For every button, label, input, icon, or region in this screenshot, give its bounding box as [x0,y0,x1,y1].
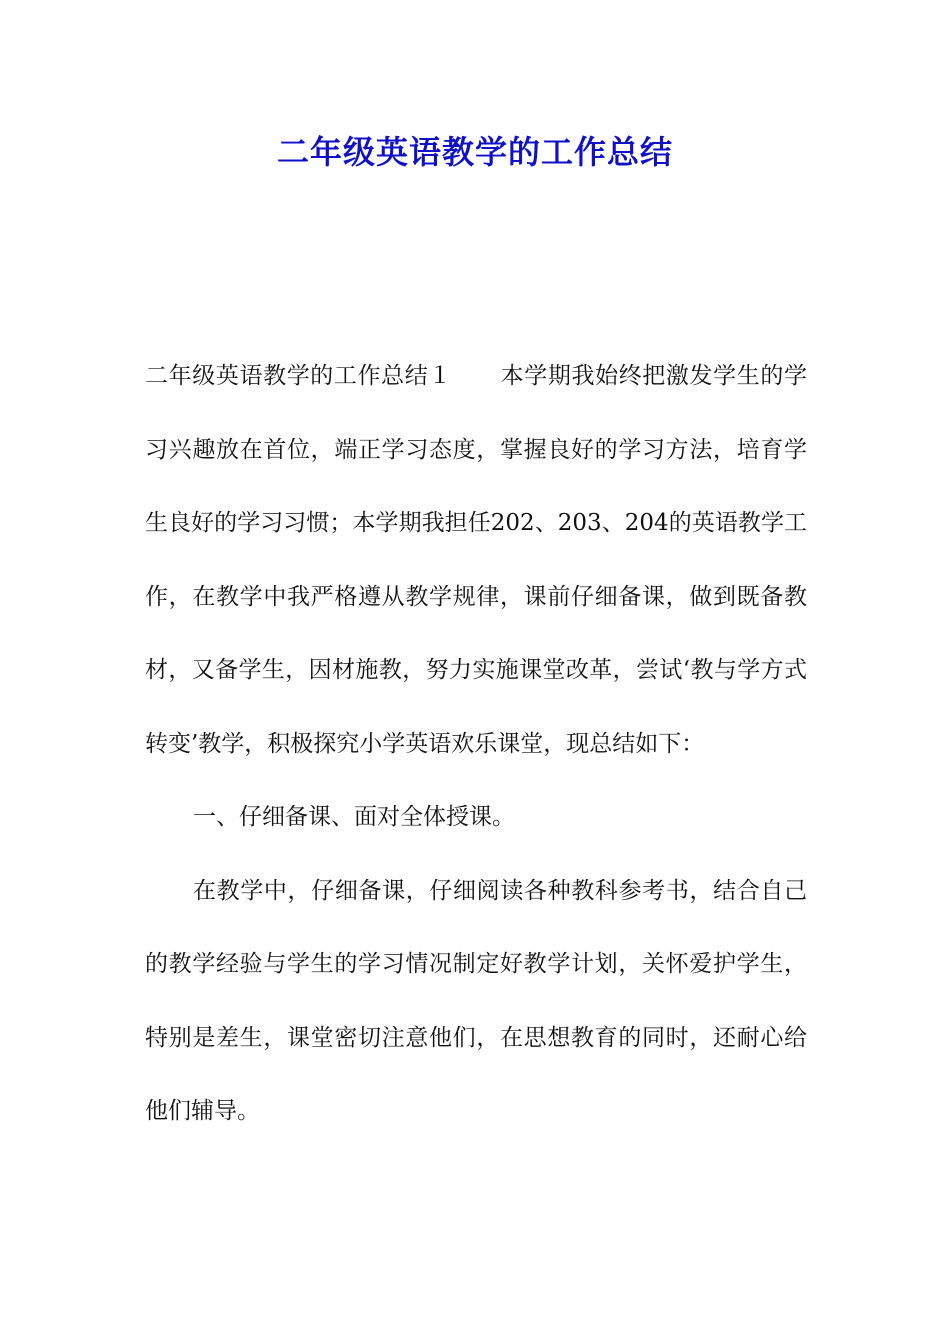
section-heading-1: 一、仔细备课、面对全体授课。 [193,804,515,830]
body-paragraph-1: 在教学中，仔细备课，仔细阅读各种教科参考书，结合自己的教学经验与学生的学习情况制定好教学计划，关怀爱护学生，特别是差生，课堂密切注意他们，在思想教育的同时，还耐心给他们辅导。 [145,877,807,1124]
intro-paragraph [145,340,807,781]
intro-heading: 二年级英语教学的工作总结１ [145,363,452,389]
document-title: 二年级英语教学的工作总结 [276,133,673,171]
intro-text: 本学期我始终把激发学生的学习兴趣放在首位，端正学习态度，掌握良好的学习方法，培育学生良好的学习习惯；本学期我担任202、203、204的英语教学工作，在教学中我严格遵从教学规律，课前仔细备课，做到既备教材，又备学生，因材施教，努力实施课堂改革，尝试‘教与学方式转变’教学，积极探究小学英语欢乐课堂，现总结如下： [145,363,808,757]
document-body [145,340,807,1149]
